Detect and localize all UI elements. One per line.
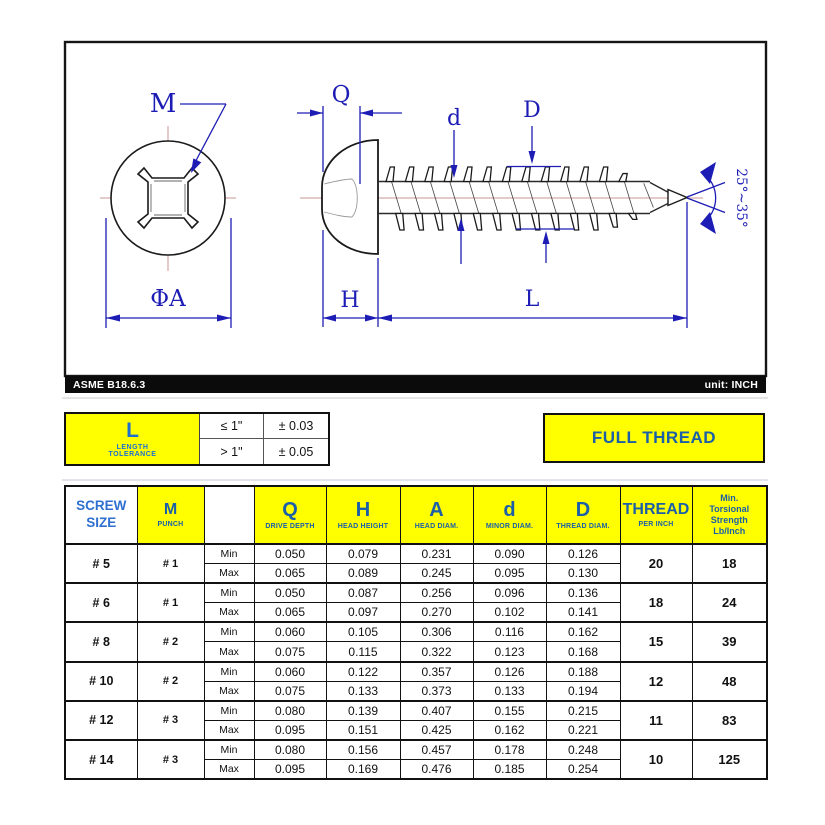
thread-tooth (502, 167, 510, 182)
thread-tooth (532, 214, 540, 231)
screw-technical-drawing (0, 0, 825, 400)
standard-bar (65, 376, 766, 393)
header-punch: M PUNCH (137, 486, 204, 544)
header-head-diam: A HEAD DIAM. (400, 486, 473, 544)
torsional-strength-cell: 125 (692, 740, 767, 779)
tolerance-symbol-cell (66, 414, 200, 464)
value-cell: 0.105 (326, 622, 400, 642)
max-label-cell: Max (204, 564, 254, 584)
value-cell: 0.095 (254, 720, 326, 740)
thread-tooth (493, 214, 501, 231)
value-cell: 0.162 (546, 622, 620, 642)
value-cell: 0.162 (473, 720, 546, 740)
max-label-cell: Max (204, 760, 254, 780)
full-thread-banner (543, 413, 765, 463)
value-cell: 0.115 (326, 642, 400, 662)
value-cell: 0.050 (254, 544, 326, 564)
spec-row-min (65, 544, 767, 564)
label-thread-diam-D: D (523, 98, 541, 123)
thread-tooth (609, 214, 617, 228)
value-cell: 0.133 (473, 681, 546, 701)
value-cell: 0.122 (326, 662, 400, 682)
thread-per-inch-cell: 11 (620, 701, 692, 740)
thread-tooth (570, 214, 578, 231)
label-recess-m: M (149, 89, 177, 119)
value-cell: 0.095 (254, 760, 326, 780)
tolerance-symbol: L (126, 418, 139, 442)
value-cell: 0.130 (546, 564, 620, 584)
value-cell: 0.060 (254, 662, 326, 682)
min-label-cell: Min (204, 544, 254, 564)
length-tolerance-table (64, 412, 330, 466)
value-cell: 0.080 (254, 740, 326, 760)
value-cell: 0.476 (400, 760, 473, 780)
head-front-view (111, 141, 225, 255)
value-cell: 0.178 (473, 740, 546, 760)
screw-spec-table (64, 485, 768, 780)
value-cell: 0.116 (473, 622, 546, 642)
thread-tooth (464, 167, 472, 182)
thread-tooth (522, 167, 530, 182)
value-cell: 0.075 (254, 642, 326, 662)
value-cell: 0.270 (400, 603, 473, 623)
thread-tooth (629, 214, 637, 220)
value-cell: 0.133 (326, 681, 400, 701)
unit-label: unit: INCH (704, 378, 758, 391)
max-label-cell: Max (204, 603, 254, 623)
spec-row-min (65, 622, 767, 642)
header-drive-depth: Q DRIVE DEPTH (254, 486, 326, 544)
thread-per-inch-cell: 18 (620, 583, 692, 622)
value-cell: 0.357 (400, 662, 473, 682)
label-length-L: L (524, 287, 540, 312)
label-head-diam-phiA: ΦA (150, 286, 186, 312)
punch-cell: # 3 (137, 740, 204, 779)
thread-tooth (512, 214, 520, 231)
value-cell: 0.169 (326, 760, 400, 780)
header-minor-diam: d MINOR DIAM. (473, 486, 546, 544)
thread-tooth (435, 214, 443, 231)
thread-tooth (405, 167, 413, 182)
tolerance-value: ± 0.05 (264, 439, 328, 464)
header-thread-diam: D THREAD DIAM. (546, 486, 620, 544)
thread-tooth (396, 214, 404, 231)
full-thread-label: FULL THREAD (591, 428, 717, 447)
value-cell: 0.096 (473, 583, 546, 603)
value-cell: 0.079 (326, 544, 400, 564)
thread-tooth (415, 214, 423, 231)
value-cell: 0.080 (254, 701, 326, 721)
value-cell: 0.457 (400, 740, 473, 760)
thread-per-inch-cell: 15 (620, 622, 692, 661)
min-label-cell: Min (204, 662, 254, 682)
torsional-strength-cell: 39 (692, 622, 767, 661)
screw-size-cell: # 5 (65, 544, 137, 583)
value-cell: 0.407 (400, 701, 473, 721)
value-cell: 0.065 (254, 564, 326, 584)
header-minmax-blank (204, 486, 254, 544)
value-cell: 0.090 (473, 544, 546, 564)
value-cell: 0.231 (400, 544, 473, 564)
thread-tooth (590, 214, 598, 231)
thread-tooth (541, 167, 549, 182)
spec-row-min (65, 583, 767, 603)
value-cell: 0.139 (326, 701, 400, 721)
tolerance-condition: > 1" (200, 439, 264, 464)
value-cell: 0.075 (254, 681, 326, 701)
value-cell: 0.123 (473, 642, 546, 662)
value-cell: 0.126 (546, 544, 620, 564)
spec-row-min (65, 701, 767, 721)
value-cell: 0.373 (400, 681, 473, 701)
thread-tooth (483, 167, 491, 182)
screw-size-cell: # 6 (65, 583, 137, 622)
value-cell: 0.194 (546, 681, 620, 701)
value-cell: 0.306 (400, 622, 473, 642)
thread-tooth (473, 214, 481, 231)
thread-tooth (551, 214, 559, 231)
value-cell: 0.141 (546, 603, 620, 623)
max-label-cell: Max (204, 642, 254, 662)
min-label-cell: Min (204, 740, 254, 760)
value-cell: 0.089 (326, 564, 400, 584)
header-head-height: H HEAD HEIGHT (326, 486, 400, 544)
max-label-cell: Max (204, 681, 254, 701)
value-cell: 0.102 (473, 603, 546, 623)
min-label-cell: Min (204, 583, 254, 603)
header-torsional-strength: Min. Torsional Strength Lb/Inch (692, 486, 767, 544)
label-drive-depth-q: Q (331, 82, 351, 108)
header-thread-per-inch: THREAD PER INCH (620, 486, 692, 544)
thread-tooth (386, 167, 394, 182)
punch-cell: # 2 (137, 622, 204, 661)
tolerance-condition: ≤ 1" (200, 414, 264, 439)
spec-row-min (65, 662, 767, 682)
screw-size-cell: # 8 (65, 622, 137, 661)
value-cell: 0.425 (400, 720, 473, 740)
value-cell: 0.136 (546, 583, 620, 603)
torsional-strength-cell: 18 (692, 544, 767, 583)
scan-artifact-line (62, 397, 768, 399)
head-side-view (322, 140, 378, 254)
value-cell: 0.097 (326, 603, 400, 623)
value-cell: 0.188 (546, 662, 620, 682)
torsional-strength-cell: 24 (692, 583, 767, 622)
thread-tooth (619, 174, 627, 182)
value-cell: 0.322 (400, 642, 473, 662)
thread-per-inch-cell: 12 (620, 662, 692, 701)
label-point-angle: 25°~35° (733, 168, 749, 228)
value-cell: 0.050 (254, 583, 326, 603)
value-cell: 0.221 (546, 720, 620, 740)
value-cell: 0.095 (473, 564, 546, 584)
punch-cell: # 1 (137, 544, 204, 583)
punch-cell: # 3 (137, 701, 204, 740)
thread-per-inch-cell: 10 (620, 740, 692, 779)
value-cell: 0.248 (546, 740, 620, 760)
value-cell: 0.151 (326, 720, 400, 740)
value-cell: 0.060 (254, 622, 326, 642)
thread-tooth (444, 167, 452, 182)
thread-per-inch-cell: 20 (620, 544, 692, 583)
value-cell: 0.215 (546, 701, 620, 721)
max-label-cell: Max (204, 720, 254, 740)
min-label-cell: Min (204, 701, 254, 721)
tolerance-value: ± 0.03 (264, 414, 328, 439)
thread-tooth (599, 167, 607, 182)
screw-tip (668, 190, 687, 206)
torsional-strength-cell: 83 (692, 701, 767, 740)
scan-artifact-line (62, 479, 768, 481)
screw-size-cell: # 14 (65, 740, 137, 779)
value-cell: 0.168 (546, 642, 620, 662)
punch-cell: # 1 (137, 583, 204, 622)
spec-row-min (65, 740, 767, 760)
screw-size-cell: # 10 (65, 662, 137, 701)
punch-cell: # 2 (137, 662, 204, 701)
value-cell: 0.245 (400, 564, 473, 584)
thread-tooth (561, 167, 569, 182)
value-cell: 0.126 (473, 662, 546, 682)
standard-name: ASME B18.6.3 (73, 378, 146, 391)
thread-tooth (580, 167, 588, 182)
tolerance-caption: LENGTH TOLERANCE (108, 443, 157, 459)
value-cell: 0.087 (326, 583, 400, 603)
spec-header-row (65, 486, 767, 544)
screw-size-cell: # 12 (65, 701, 137, 740)
torsional-strength-cell: 48 (692, 662, 767, 701)
value-cell: 0.254 (546, 760, 620, 780)
value-cell: 0.256 (400, 583, 473, 603)
label-minor-diam-d: d (446, 106, 462, 131)
value-cell: 0.185 (473, 760, 546, 780)
thread-tooth (425, 167, 433, 182)
header-screw-size: SCREW SIZE (65, 486, 137, 544)
label-head-height-H: H (340, 288, 360, 313)
min-label-cell: Min (204, 622, 254, 642)
value-cell: 0.156 (326, 740, 400, 760)
value-cell: 0.155 (473, 701, 546, 721)
value-cell: 0.065 (254, 603, 326, 623)
